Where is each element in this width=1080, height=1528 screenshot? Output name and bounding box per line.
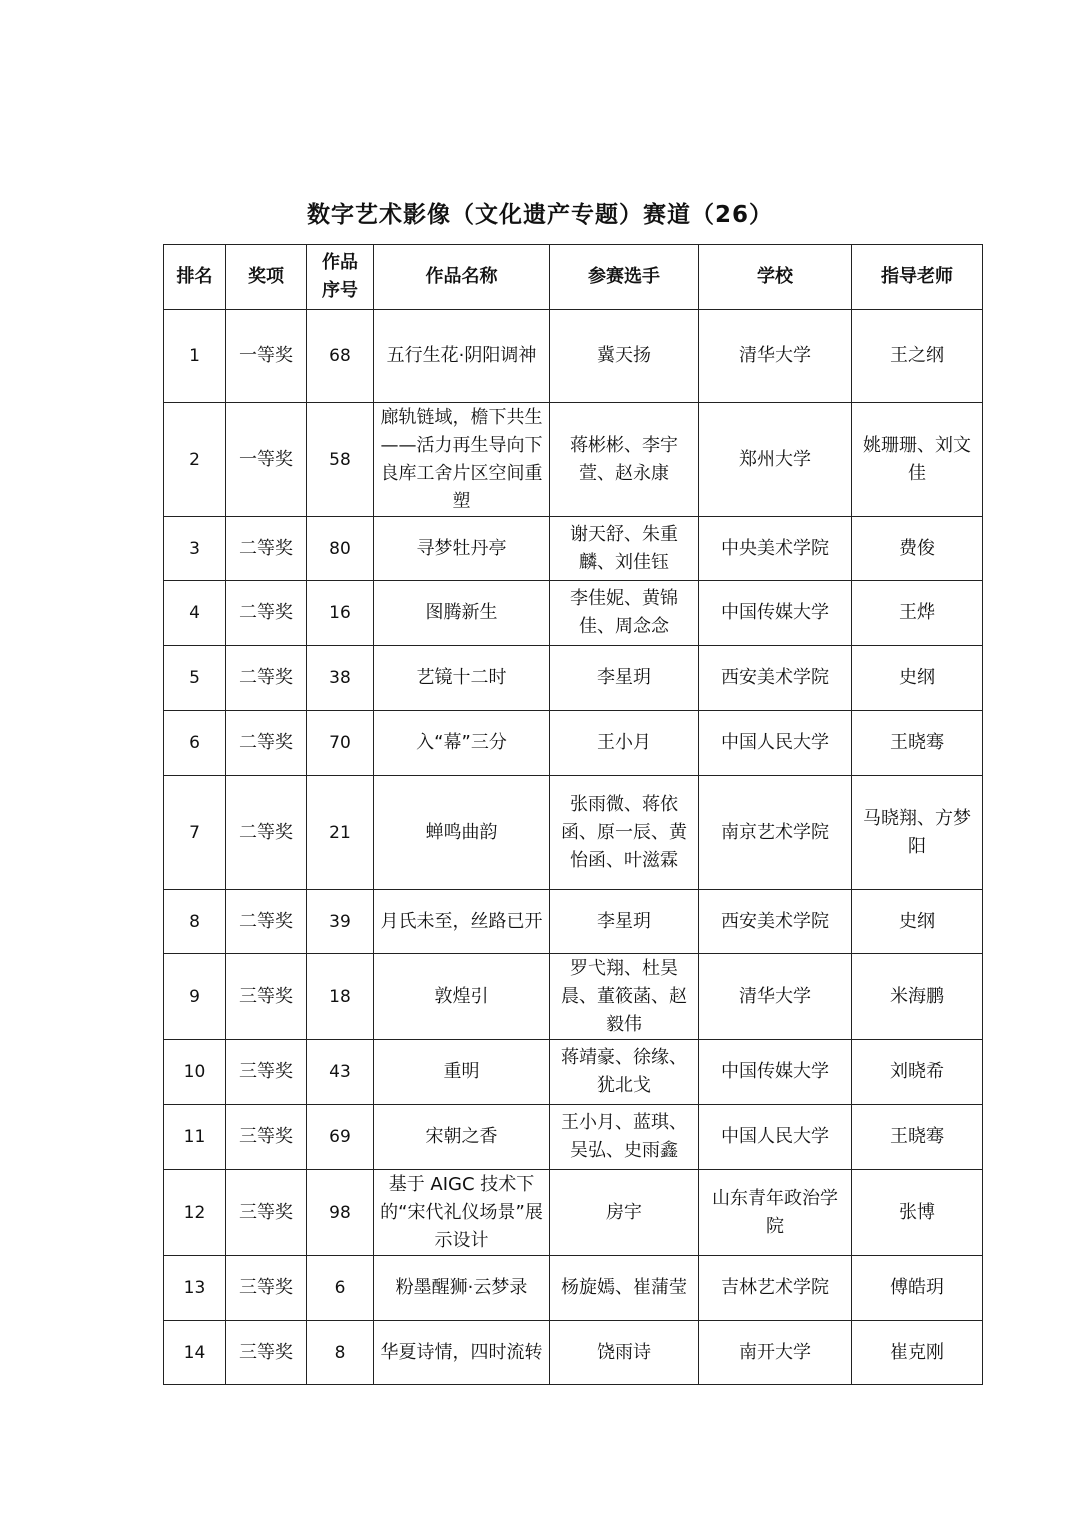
header-row — [164, 245, 983, 310]
cell-participants: 王小月 — [550, 711, 699, 776]
cell-advisor: 史纲 — [852, 890, 983, 954]
cell-work-title: 基于 AIGC 技术下的“宋代礼仪场景”展示设计 — [374, 1170, 550, 1256]
table-row — [164, 1170, 983, 1256]
cell-entry-number: 16 — [307, 581, 374, 646]
cell-advisor: 姚珊珊、刘文佳 — [852, 403, 983, 517]
cell-work-title: 廊轨链域，檐下共生——活力再生导向下良库工舍片区空间重塑 — [374, 403, 550, 517]
cell-school: 中国传媒大学 — [699, 1040, 852, 1105]
cell-award: 三等奖 — [226, 954, 307, 1040]
cell-rank: 13 — [164, 1256, 226, 1321]
cell-entry-number: 58 — [307, 403, 374, 517]
header-award: 奖项 — [226, 245, 307, 310]
cell-entry-number: 68 — [307, 310, 374, 403]
cell-school: 中国人民大学 — [699, 711, 852, 776]
cell-rank: 10 — [164, 1040, 226, 1105]
header-rank: 排名 — [164, 245, 226, 310]
cell-rank: 9 — [164, 954, 226, 1040]
cell-school: 清华大学 — [699, 954, 852, 1040]
table-row — [164, 517, 983, 581]
cell-rank: 14 — [164, 1321, 226, 1385]
cell-award: 二等奖 — [226, 646, 307, 711]
cell-advisor: 张博 — [852, 1170, 983, 1256]
cell-award: 二等奖 — [226, 890, 307, 954]
cell-advisor: 傅皓玥 — [852, 1256, 983, 1321]
cell-participants: 李佳妮、黄锦佳、周念念 — [550, 581, 699, 646]
cell-rank: 8 — [164, 890, 226, 954]
cell-entry-number: 39 — [307, 890, 374, 954]
cell-participants: 李星玥 — [550, 646, 699, 711]
table-row — [164, 954, 983, 1040]
header-entry-number-line: 作品 — [322, 252, 358, 273]
cell-participants: 冀天扬 — [550, 310, 699, 403]
cell-rank: 1 — [164, 310, 226, 403]
cell-rank: 3 — [164, 517, 226, 581]
header-participants: 参赛选手 — [550, 245, 699, 310]
cell-entry-number: 98 — [307, 1170, 374, 1256]
cell-school: 南开大学 — [699, 1321, 852, 1385]
cell-award: 二等奖 — [226, 711, 307, 776]
cell-work-title: 图腾新生 — [374, 581, 550, 646]
table-row — [164, 1105, 983, 1170]
cell-entry-number: 69 — [307, 1105, 374, 1170]
awards-table — [163, 244, 983, 1385]
cell-participants: 蒋彬彬、李宇萱、赵永康 — [550, 403, 699, 517]
header-school: 学校 — [699, 245, 852, 310]
cell-entry-number: 21 — [307, 776, 374, 890]
cell-award: 一等奖 — [226, 403, 307, 517]
cell-work-title: 粉墨醒狮·云梦录 — [374, 1256, 550, 1321]
cell-award: 三等奖 — [226, 1170, 307, 1256]
table-row — [164, 581, 983, 646]
cell-participants: 罗弋翔、杜昊晨、董筱菡、赵毅伟 — [550, 954, 699, 1040]
cell-work-title: 重明 — [374, 1040, 550, 1105]
cell-participants: 谢天舒、朱重麟、刘佳钰 — [550, 517, 699, 581]
cell-participants: 李星玥 — [550, 890, 699, 954]
header-work-title: 作品名称 — [374, 245, 550, 310]
cell-school: 南京艺术学院 — [699, 776, 852, 890]
table-row — [164, 646, 983, 711]
cell-advisor: 王之纲 — [852, 310, 983, 403]
cell-work-title: 五行生花·阴阳调神 — [374, 310, 550, 403]
cell-school: 郑州大学 — [699, 403, 852, 517]
cell-award: 三等奖 — [226, 1105, 307, 1170]
cell-rank: 12 — [164, 1170, 226, 1256]
cell-award: 二等奖 — [226, 776, 307, 890]
cell-entry-number: 80 — [307, 517, 374, 581]
cell-advisor: 王晓骞 — [852, 711, 983, 776]
cell-work-title: 月氏未至，丝路已开 — [374, 890, 550, 954]
cell-participants: 房宇 — [550, 1170, 699, 1256]
cell-participants: 王小月、蓝琪、吴弘、史雨鑫 — [550, 1105, 699, 1170]
cell-advisor: 马晓翔、方梦阳 — [852, 776, 983, 890]
cell-entry-number: 70 — [307, 711, 374, 776]
cell-participants: 杨旋嫣、崔蒲莹 — [550, 1256, 699, 1321]
cell-school: 中国传媒大学 — [699, 581, 852, 646]
cell-advisor: 费俊 — [852, 517, 983, 581]
table-row — [164, 1321, 983, 1385]
cell-advisor: 崔克刚 — [852, 1321, 983, 1385]
table-row — [164, 403, 983, 517]
header-entry-number — [307, 245, 374, 310]
cell-rank: 11 — [164, 1105, 226, 1170]
cell-advisor: 史纲 — [852, 646, 983, 711]
cell-work-title: 宋朝之香 — [374, 1105, 550, 1170]
cell-work-title: 华夏诗情，四时流转 — [374, 1321, 550, 1385]
cell-advisor: 王晓骞 — [852, 1105, 983, 1170]
cell-school: 山东青年政治学院 — [699, 1170, 852, 1256]
cell-rank: 2 — [164, 403, 226, 517]
cell-work-title: 蝉鸣曲韵 — [374, 776, 550, 890]
cell-work-title: 寻梦牡丹亭 — [374, 517, 550, 581]
cell-school: 中国人民大学 — [699, 1105, 852, 1170]
cell-work-title: 艺镜十二时 — [374, 646, 550, 711]
cell-work-title: 入“幕”三分 — [374, 711, 550, 776]
cell-rank: 6 — [164, 711, 226, 776]
cell-award: 三等奖 — [226, 1040, 307, 1105]
header-advisor: 指导老师 — [852, 245, 983, 310]
cell-rank: 7 — [164, 776, 226, 890]
cell-entry-number: 38 — [307, 646, 374, 711]
document-title: 数字艺术影像（文化遗产专题）赛道（26） — [306, 202, 773, 228]
table-body — [164, 310, 983, 1385]
table-row — [164, 711, 983, 776]
cell-school: 中央美术学院 — [699, 517, 852, 581]
cell-entry-number: 43 — [307, 1040, 374, 1105]
cell-work-title: 敦煌引 — [374, 954, 550, 1040]
cell-advisor: 王烨 — [852, 581, 983, 646]
cell-award: 二等奖 — [226, 581, 307, 646]
table-row — [164, 1040, 983, 1105]
cell-entry-number: 18 — [307, 954, 374, 1040]
table-header — [164, 245, 983, 310]
table-row — [164, 776, 983, 890]
cell-participants: 饶雨诗 — [550, 1321, 699, 1385]
cell-entry-number: 8 — [307, 1321, 374, 1385]
cell-participants: 蒋靖豪、徐缘、犹北戈 — [550, 1040, 699, 1105]
cell-school: 清华大学 — [699, 310, 852, 403]
cell-entry-number: 6 — [307, 1256, 374, 1321]
cell-advisor: 米海鹏 — [852, 954, 983, 1040]
cell-award: 二等奖 — [226, 517, 307, 581]
cell-award: 三等奖 — [226, 1321, 307, 1385]
cell-school: 西安美术学院 — [699, 646, 852, 711]
table-row — [164, 1256, 983, 1321]
table-row — [164, 890, 983, 954]
cell-school: 吉林艺术学院 — [699, 1256, 852, 1321]
cell-rank: 4 — [164, 581, 226, 646]
cell-school: 西安美术学院 — [699, 890, 852, 954]
table-row — [164, 310, 983, 403]
cell-advisor: 刘晓希 — [852, 1040, 983, 1105]
cell-award: 三等奖 — [226, 1256, 307, 1321]
cell-award: 一等奖 — [226, 310, 307, 403]
cell-participants: 张雨微、蒋依函、原一辰、黄怡函、叶滋霖 — [550, 776, 699, 890]
cell-rank: 5 — [164, 646, 226, 711]
header-entry-number-line: 序号 — [322, 280, 358, 301]
